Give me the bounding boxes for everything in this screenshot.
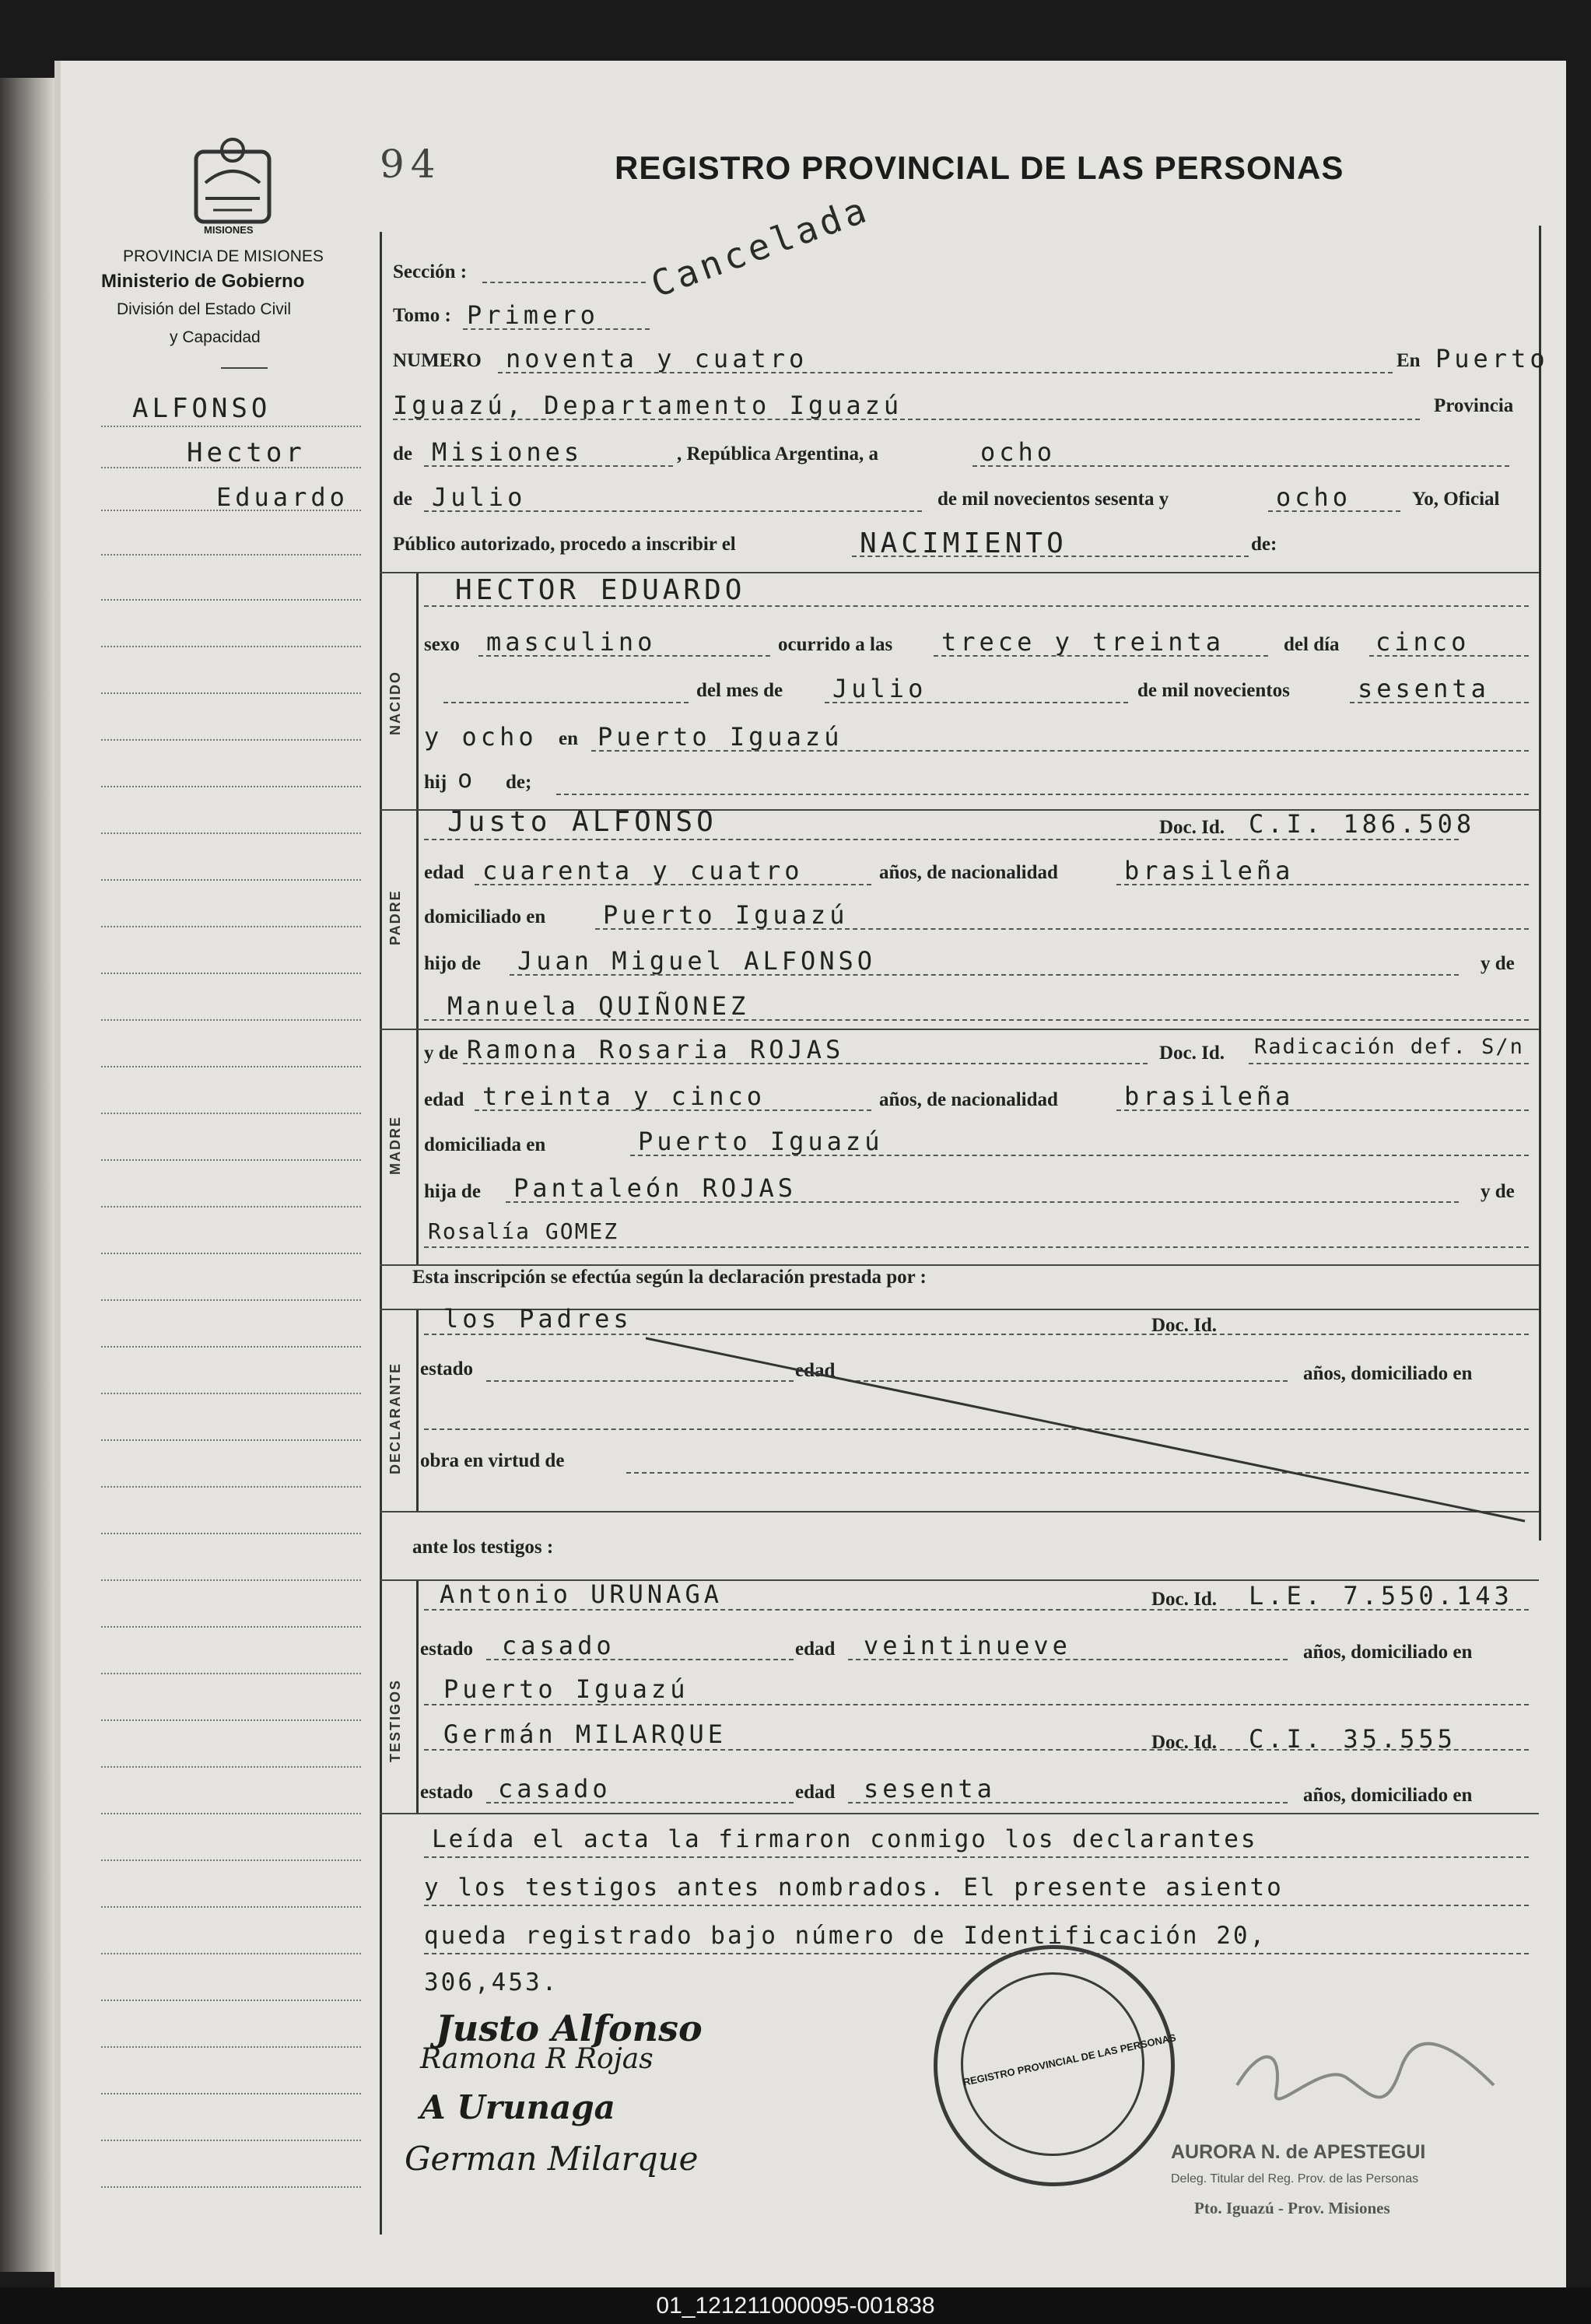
margin-note-cancelada: Cancelada [645, 188, 875, 306]
value-abuelo-mat: Pantaleón ROJAS [513, 1173, 797, 1203]
division-label-2: y Capacidad [170, 328, 261, 346]
label-madre-dom: domiciliada en [424, 1134, 546, 1155]
side-label-testigos: TESTIGOS [387, 1678, 403, 1762]
divider [221, 367, 268, 369]
margin-name-2: Eduardo [216, 482, 349, 512]
margin-surname: ALFONSO [132, 393, 272, 424]
label-de-semi: de; [506, 772, 532, 793]
value-testigo1: Antonio URUNAGA [440, 1579, 723, 1609]
value-abuela-mat: Rosalía GOMEZ [428, 1218, 619, 1244]
value-lugar-nac: Puerto Iguazú [598, 722, 843, 752]
closing-line-3: queda registrado bajo número de Identificación 20, [424, 1922, 1267, 1950]
value-provincia: Misiones [432, 437, 583, 467]
declarante-inner-border [416, 1309, 419, 1511]
value-declarante: los Padres [443, 1304, 633, 1334]
page-number: 94 [380, 142, 442, 187]
label-testigo1-anos: años, domiciliado en [1303, 1642, 1473, 1663]
label-tomo: Tomo : [393, 305, 451, 326]
value-testigo2-doc: C.I. 35.555 [1249, 1724, 1456, 1754]
testigos-inner-border [416, 1579, 419, 1813]
label-madre-y-de: y de [424, 1043, 458, 1064]
label-del-dia: del día [1284, 634, 1340, 655]
official-location: Pto. Iguazú - Prov. Misiones [1194, 2199, 1390, 2217]
value-en: Puerto [1435, 344, 1549, 373]
label-ocurrido: ocurrido a las [778, 634, 893, 655]
label-en: En [1397, 350, 1421, 371]
value-testigo2-edad: sesenta [864, 1774, 996, 1803]
signature-testigo2: German Milarque [405, 2140, 699, 2178]
label-padre-dom: domiciliado en [424, 906, 546, 927]
stamp-text: REGISTRO PROVINCIAL DE LAS PERSONAS [962, 2031, 1177, 2088]
value-madre-doc: Radicación def. S/n [1254, 1035, 1524, 1059]
division-label-1: División del Estado Civil [117, 300, 292, 318]
official-name: AURORA N. de APESTEGUI [1171, 2141, 1426, 2163]
side-label-padre: PADRE [387, 889, 403, 945]
label-declarante-edad: edad [795, 1360, 836, 1381]
label-declarante-estado: estado [420, 1358, 474, 1379]
value-padre-nac: brasileña [1124, 856, 1295, 885]
value-anio-2: y ocho [424, 722, 538, 752]
official-title: Deleg. Titular del Reg. Prov. de las Personas [1171, 2172, 1419, 2186]
provincial-seal [190, 136, 275, 237]
label-hijo-de: hijo de [424, 953, 481, 974]
label-sexo: sexo [424, 634, 460, 655]
divider-testigos-end [380, 1813, 1539, 1814]
value-padre-edad: cuarenta y cuatro [482, 856, 804, 885]
label-yo-oficial: Yo, Oficial [1412, 489, 1500, 510]
label-testigo2-edad: edad [795, 1782, 836, 1803]
label-testigo2-anos: años, domiciliado en [1303, 1785, 1473, 1806]
label-y-de-madre: y de [1481, 1181, 1515, 1202]
label-padre-nac: años, de nacionalidad [879, 862, 1058, 883]
value-anio-acta: ocho [1276, 482, 1352, 512]
value-testigo2: Germán MILARQUE [443, 1719, 727, 1749]
value-padre-nombre: Justo ALFONSO [447, 806, 717, 838]
province-label: PROVINCIA DE MISIONES [123, 247, 324, 265]
side-label-nacido: NACIDO [387, 671, 403, 735]
label-obra: obra en virtud de [420, 1450, 565, 1471]
label-padre-edad: edad [424, 862, 464, 883]
image-id-footer: 01_121211000095-001838 [0, 2287, 1591, 2324]
value-padre-dom: Puerto Iguazú [603, 900, 849, 930]
signature-testigo1: A Urunaga [420, 2088, 615, 2126]
declarante-strike-line [646, 1323, 1533, 1525]
label-madre-doc: Doc. Id. [1159, 1043, 1225, 1064]
value-tipo: NACIMIENTO [860, 528, 1067, 559]
value-dia-acta: ocho [980, 437, 1057, 467]
value-testigo2-estado: casado [498, 1774, 612, 1803]
label-testigo1-edad: edad [795, 1639, 836, 1660]
label-inscripcion: Esta inscripción se efectúa según la declaración prestada por : [412, 1267, 927, 1288]
label-provincia: Provincia [1434, 395, 1514, 416]
label-de-provincia: de [393, 443, 412, 464]
value-abuela-pat: Manuela QUIÑONEZ [447, 991, 750, 1021]
form-right-border [1539, 226, 1541, 1541]
label-publico: Público autorizado, procedo a inscribir el [393, 534, 736, 555]
signature-padre: Justo Alfonso [436, 2007, 703, 2049]
value-abuelo-pat: Juan Miguel ALFONSO [517, 946, 877, 976]
official-signature-scribble [1229, 2031, 1509, 2124]
value-madre-edad: treinta y cinco [482, 1081, 766, 1111]
page-title: REGISTRO PROVINCIAL DE LAS PERSONAS [615, 149, 1344, 186]
label-y-de-padre: y de [1481, 953, 1515, 974]
label-madre-edad: edad [424, 1089, 464, 1110]
closing-line-2: y los testigos antes nombrados. El presente asiento [424, 1874, 1284, 1902]
value-madre-nac: brasileña [1124, 1081, 1295, 1111]
label-testigos: ante los testigos : [412, 1537, 554, 1558]
value-nombre: HECTOR EDUARDO [455, 574, 746, 606]
divider-madre-end [380, 1264, 1539, 1266]
margin-name-1: Hector [187, 437, 306, 468]
label-de-mil: de mil novecientos sesenta y [937, 489, 1169, 510]
label-seccion: Sección : [393, 261, 468, 282]
closing-line-1: Leída el acta la firmaron conmigo los declarantes [432, 1825, 1258, 1853]
value-mes-acta: Julio [432, 482, 527, 512]
value-madre-dom: Puerto Iguazú [638, 1127, 884, 1156]
label-hija-de: hija de [424, 1181, 481, 1202]
value-tomo: Primero [467, 300, 599, 330]
value-lugar: Iguazú, Departamento Iguazú [393, 391, 903, 420]
label-de-mes: de [393, 489, 412, 510]
value-testigo1-dom: Puerto Iguazú [443, 1674, 689, 1704]
label-numero: NUMERO [393, 350, 482, 371]
label-de-dos-puntos: de: [1251, 534, 1277, 555]
divider-madre [380, 1029, 1539, 1030]
section-inner-border [416, 572, 419, 1264]
value-hijo-suffix: o [457, 764, 477, 794]
value-mes: Julio [832, 674, 927, 703]
label-de-mil-nov: de mil novecientos [1137, 680, 1290, 701]
label-declarante-doc: Doc. Id. [1151, 1315, 1218, 1336]
form-left-border [380, 232, 382, 2235]
label-madre-nac: años, de nacionalidad [879, 1089, 1058, 1110]
label-testigo1-estado: estado [420, 1639, 474, 1660]
label-testigo2-doc: Doc. Id. [1151, 1732, 1218, 1753]
label-republica: , República Argentina, a [677, 443, 879, 464]
value-numero: noventa y cuatro [506, 344, 808, 373]
value-testigo1-estado: casado [502, 1631, 615, 1660]
side-label-madre: MADRE [387, 1116, 403, 1175]
value-sexo: masculino [486, 627, 657, 657]
ministry-label: Ministerio de Gobierno [101, 271, 305, 292]
label-testigo2-estado: estado [420, 1782, 474, 1803]
label-declarante-anos: años, domiciliado en [1303, 1363, 1473, 1384]
book-binding-edge [0, 78, 54, 2272]
seal-label: MISIONES [204, 224, 254, 236]
label-en-lugar: en [559, 728, 578, 749]
value-dia: cinco [1375, 627, 1470, 657]
signature-madre: Ramona R Rojas [420, 2043, 654, 2075]
closing-line-4: 306,453. [424, 1968, 559, 1996]
label-hijo: hij [424, 772, 447, 793]
label-padre-doc: Doc. Id. [1159, 817, 1225, 838]
value-anio: sesenta [1358, 674, 1490, 703]
value-padre-doc: C.I. 186.508 [1249, 809, 1476, 839]
label-del-mes: del mes de [696, 680, 783, 701]
value-hora: trece y treinta [941, 627, 1225, 657]
value-testigo1-doc: L.E. 7.550.143 [1249, 1581, 1513, 1611]
side-label-declarante: DECLARANTE [387, 1362, 403, 1474]
label-testigo1-doc: Doc. Id. [1151, 1589, 1218, 1610]
value-madre-nombre: Ramona Rosaria ROJAS [467, 1035, 845, 1064]
value-testigo1-edad: veintinueve [864, 1631, 1071, 1660]
divider-nacido [380, 572, 1539, 573]
